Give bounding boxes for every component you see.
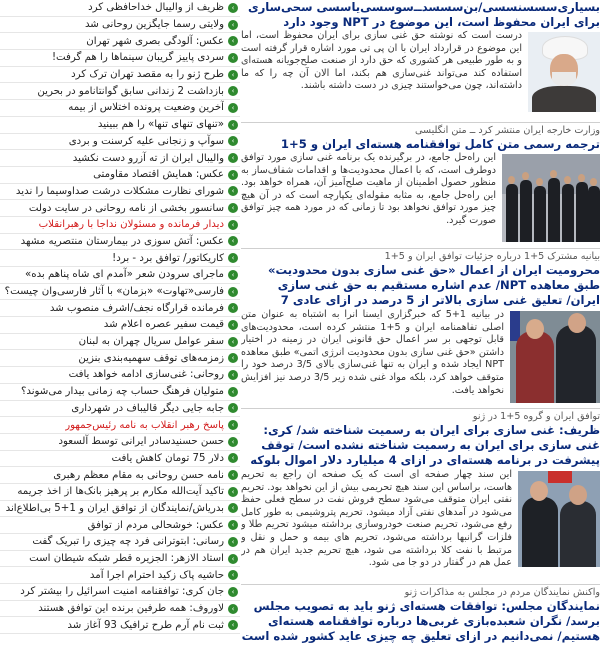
sidebar-news-item[interactable] [0,367,240,384]
news-story-3 [241,250,600,407]
sidebar-news-item[interactable] [0,451,240,468]
sidebar-news-item[interactable] [0,150,240,167]
sidebar-news-item[interactable] [0,534,240,551]
sidebar-news-item[interactable] [0,401,240,418]
story-kicker: واکنش نمایندگان مردم در مجلس به مذاکرات ژنو [404,587,600,598]
sidebar-news-item[interactable] [0,317,240,334]
sidebar-news-title: طرح ژنو را به مقصد تهران ترک کرد [71,69,224,81]
sidebar-news-item[interactable] [0,0,240,17]
story-lead: این راه‌حل جامع، در برگیرنده یک برنامه غنی سازی مورد توافق دوطرف است، که با اعمال محدودیت‌ها و اقدامات شفاف‌ساز به منظور حصول اطمینان از ماهیت صلح‌آمیز آن، همراه خواهد بود. این راه‌حل جامع، به مثابه مقوله‌ای یکپارچه است که در آن هیچ چیز مورد توافق نخواهد بود تا زمانی که در مورد همه چیز توافق صورت گیرد. [241,152,496,226]
news-story-2 [241,124,600,244]
sidebar-news-title: عکس: آلودگی بصری شهر تهران [86,35,224,47]
story-headline[interactable]: نمایندگان مجلس: توافقات هسته‌ای ژنو باید به تصویب مجلس برسد/ نگران شعبده‌بازی غربی‌ها درباره توافقنامه هسته‌ای هستیم/ نمی‌دانیم در ازای تعلیق چه چیزی عاید کشور شده است [241,599,600,643]
bullet-arrow-icon: › [228,620,238,630]
sidebar-news-item[interactable] [0,417,240,434]
sidebar-news-item[interactable] [0,284,240,301]
bullet-arrow-icon: › [228,453,238,463]
sidebar-news-item[interactable] [0,434,240,451]
sidebar-news-item[interactable] [0,484,240,501]
story-kicker: بیانیه مشترک 5+1 درباره جزئیات توافق ایران و 5+1 [384,251,600,262]
bullet-arrow-icon: › [228,387,238,397]
bullet-arrow-icon: › [228,370,238,380]
sidebar-news-item[interactable] [0,250,240,267]
bullet-arrow-icon: › [228,170,238,180]
sidebar-news-item[interactable] [0,50,240,67]
bullet-arrow-icon: › [228,236,238,246]
sidebar-news-item[interactable] [0,33,240,50]
story-kicker: وزارت خارجه ایران منتشر کرد ــ متن انگلیسی [415,125,600,136]
divider [241,408,600,409]
bullet-arrow-icon: › [228,203,238,213]
story-headline[interactable]: ترجمه رسمی متن کامل توافقنامه هسته‌ای ایران و 5+1 [280,137,600,151]
sidebar-news-title: متولیان فرهنگ حساب چه زمانی بیدار می‌شوند؟ [20,386,224,398]
bullet-arrow-icon: › [228,136,238,146]
story-kicker: توافق ایران و گروه 5+1 در ژنو [472,411,600,422]
bullet-arrow-icon: › [228,70,238,80]
sidebar-news-title: کاریکاتور/ توافق برد - برد! [112,252,224,264]
bullet-arrow-icon: › [228,503,238,513]
bullet-arrow-icon: › [228,353,238,363]
sidebar-news-item[interactable] [0,584,240,601]
bullet-arrow-icon: › [228,604,238,614]
story-lead: این سند چهار صفحه ای است که یک صفحه آن راجع به تحریم هاست، براساس این سند هیچ تحریمی بیش از این نخواهد بود. تحریم نفتی ایران متوقف می‌شود سطح فروش نفت در سطح فعلی حفظ می‌شود در آمدهای نفتی آزاد میشود. تحریم پتروشیمی به طور کامل رفع می‌شود، تحریم صنعت خودروسازی برداشته میشود تحریم طلا و فلزات گرانبها برداشته می‌شود، تحریم های بیمه و حمل و نقل و مرتبط با نفت کلا برداشته می شود، هیچ تحریم جدید ایران هم در عمل هم در گفتار در دو جا می شود. [241,469,512,569]
sidebar-news-item[interactable] [0,167,240,184]
sidebar-news-item[interactable] [0,567,240,584]
sidebar-news-item[interactable] [0,617,240,634]
story-photo[interactable] [502,154,600,242]
sidebar-news-item[interactable] [0,384,240,401]
bullet-arrow-icon: › [228,3,238,13]
sidebar-news-item[interactable] [0,501,240,518]
bullet-arrow-icon: › [228,220,238,230]
sidebar-news-title: سانسور بخشی از نامه روحانی در سایت دولت [28,202,224,214]
sidebar-news-title: سردی پاییز گریبان سینماها را هم گرفت! [51,52,224,64]
sidebar-news-title: ظریف از والیبال خداحافظی کرد [88,2,224,14]
sidebar-news-title: جابه جایی دیگر قالیباف در شهرداری [71,402,224,414]
bullet-arrow-icon: › [228,403,238,413]
bullet-arrow-icon: › [228,186,238,196]
sidebar-news-title: بدریاش/نمایندگان از توافق ایران و 1+5 بی‌اطلاع‌اند [5,502,224,514]
sidebar-news-item[interactable] [0,134,240,151]
bullet-arrow-icon: › [228,520,238,530]
sidebar-news-title: سوآپ و زنجانی علیه کرسنت و بردی [68,135,224,147]
sidebar-news-title: دلار 75 تومان کاهش یافت [111,452,224,464]
sidebar-news-title: تاکید آیت‌الله مکارم بر پرهیز بانک‌ها از اخذ جریمه [17,486,224,498]
sidebar-news-item[interactable] [0,100,240,117]
story-lead: درست است که نوشته حق غنی سازی برای ایران محفوظ است، اما این موضوع در قرارداد ایران با ان پی تی مورد اشاره قرار گرفته است و به طور طبیعی هر کشوری که حق دارد از صنعت صلح‌جویانه هسته‌ای استفاده کند می‌تواند غنی‌سازی هم بکند، اما الان آن چه را که ما داشته‌اند، چون می‌خواستند چیزی در دست داشته باشند. [241,30,522,92]
bullet-arrow-icon: › [228,36,238,46]
divider [241,584,600,585]
sidebar-news-title: نامه حسن روحانی به مقام معظم رهبری [53,469,224,481]
bullet-arrow-icon: › [228,287,238,297]
bullet-arrow-icon: › [228,470,238,480]
bullet-arrow-icon: › [228,253,238,263]
divider [241,248,600,249]
sidebar-news-item[interactable] [0,300,240,317]
bullet-arrow-icon: › [228,320,238,330]
sidebar-news-title: زمزمه‌های توقف سهمیه‌بندی بنزین [78,352,224,364]
sidebar-news-item[interactable] [0,350,240,367]
related-news-list [0,0,240,661]
bullet-arrow-icon: › [228,420,238,430]
bullet-arrow-icon: › [228,487,238,497]
sidebar-news-title: عکس: آتش سوزی در بیمارستان منتصریه مشهد [20,235,224,247]
sidebar-news-item[interactable] [0,200,240,217]
sidebar-news-title: روحانی: غنی‌سازی ادامه خواهد یافت [68,369,224,381]
sidebar-news-title: سفر عوامل سریال چهران به لبنان [78,336,224,348]
sidebar-news-item[interactable] [0,67,240,84]
sidebar-news-title: عکس: همایش اقتصاد مقاومتی [93,169,224,181]
bullet-arrow-icon: › [228,53,238,63]
story-photo[interactable] [510,311,600,403]
sidebar-news-title: ثبت نام آرم طرح ترافیک 93 آغاز شد [67,619,224,631]
sidebar-news-item[interactable] [0,467,240,484]
bullet-arrow-icon: › [228,270,238,280]
story-lead: در بیانیه 1+5 که خبرگزاری ایسنا آنرا به اشتباه به عنوان متن اصلی تفاهمنامه ایران و 5+1 منتشر کرده است، محدودیت‌های قابل توجهی بر سر اعمال حق قانونی ایران در زمینه در اختیار داشتن «حق غنی سازی بدون محدودیت انرژی اتمی» طبق معاهده NPT ایجاد شده و ایران به تنها غنی‌سازی بالای 3/5 درصد خود را متوقف خواهد کرد، بلکه مواد غنی شده زیر 3/5 درصد نیز افزایش نخواهد یافت. [241,309,504,396]
sidebar-news-item[interactable] [0,517,240,534]
news-story-1 [241,0,600,114]
sidebar-news-title: آخرین وضعیت پرونده اختلاس از بیمه [68,102,224,114]
sidebar-news-item[interactable] [0,234,240,251]
sidebar-news-item[interactable] [0,117,240,134]
divider [241,122,600,123]
bullet-arrow-icon: › [228,20,238,30]
sidebar-news-title: «تنهای تنهای تنها» را هم ببینید [97,119,224,131]
bullet-arrow-icon: › [228,537,238,547]
sidebar-news-title: استاد الازهر: الجزیره قطر شبکه شیطان است [29,553,224,565]
sidebar-news-title: فرمانده قرارگاه نجف/اشرف منصوب شد [49,302,224,314]
story-photo[interactable] [528,32,600,112]
sidebar-news-item[interactable] [0,184,240,201]
sidebar-news-title: بازداشت 2 زندانی سابق گوانتانامو در بحرین [37,85,224,97]
sidebar-news-title: شورای نظارت مشکلات درشت صداوسیما را ندید [15,185,224,197]
bullet-arrow-icon: › [228,570,238,580]
sidebar-news-item[interactable] [0,17,240,34]
sidebar-news-title: پاسخ رهبر انقلاب به نامه رئیس‌جمهور [65,419,224,431]
sidebar-news-title: والیبال ایران از ته آزرو دست نکشید [72,152,224,164]
sidebar-news-item[interactable] [0,601,240,618]
sidebar-news-title: حاشیه پاک زکید احترام اجرا آمد [89,569,224,581]
bullet-arrow-icon: › [228,554,238,564]
sidebar-news-title: حسن حسنیدسادر ایرانی توسط آلسعود [58,436,224,448]
sidebar-news-item[interactable] [0,83,240,100]
main-news-column [241,0,600,661]
news-story-4 [241,410,600,579]
sidebar-news-title: لاوروف: همه طرفین برنده این توافق هستند [38,603,224,615]
sidebar-news-title: ماجرای سرودن شعر «آمدم ای شاه پناهم بده» [25,269,224,281]
sidebar-news-title: دیدار فرمانده و مسئولان نداجا با رهبرانقلاب [38,219,224,231]
sidebar-news-item[interactable] [0,267,240,284]
bullet-arrow-icon: › [228,437,238,447]
news-story-5 [241,586,600,659]
bullet-arrow-icon: › [228,103,238,113]
sidebar-news-title: جان کری: توافقنامه امنیت اسرائیل را بیشتر کرد [20,586,224,598]
sidebar-news-title: عکس: خوشحالی مردم از توافق [87,519,224,531]
story-headline[interactable]: بسیاری‌سسسنسسی/بن‌سسسد‌ــ‌سوسسی‌یاسسی سحی‌ساری برای ایران محفوظ است، این موضوع در NPT وجود دارد [247,0,600,29]
sidebar-news-title: رسانی: ابتوترانی فرد چه چیزی را تبریک گفت [32,536,224,548]
sidebar-news-title: ولایتی رسما جایگزین روحانی شد [84,19,224,31]
bullet-arrow-icon: › [228,153,238,163]
bullet-arrow-icon: › [228,120,238,130]
sidebar-news-item[interactable] [0,334,240,351]
sidebar-news-item[interactable] [0,217,240,234]
sidebar-news-title: قیمت سفیر عصره اعلام شد [103,319,224,331]
story-headline[interactable]: ظریف: غنی سازی برای ایران به رسمیت شناخته شد/ کری: غنی سازی برای ایران به رسمیت شناخته نشده است/ توقف پیشرفت در برنامه هسته‌ای در ازای 4 میلیارد دلار اموال بلوکه [250,423,600,467]
bullet-arrow-icon: › [228,587,238,597]
story-photo[interactable] [518,471,600,567]
bullet-arrow-icon: › [228,86,238,96]
story-headline[interactable]: محرومیت ایران از اعمال «حق غنی سازی بدون محدودیت» طبق معاهده NPT/ عدم اشاره مستقیم به حق غنی سازی ایران/ تعلیق غنی سازی بالاتر از 5 درصد در ازای عادی 7 [268,263,600,307]
sidebar-news-title: فارسی«تهاوت» «بزمان» با آثار فارسی‌وان چیست؟ [4,286,224,298]
bullet-arrow-icon: › [228,337,238,347]
sidebar-news-item[interactable] [0,551,240,568]
bullet-arrow-icon: › [228,303,238,313]
